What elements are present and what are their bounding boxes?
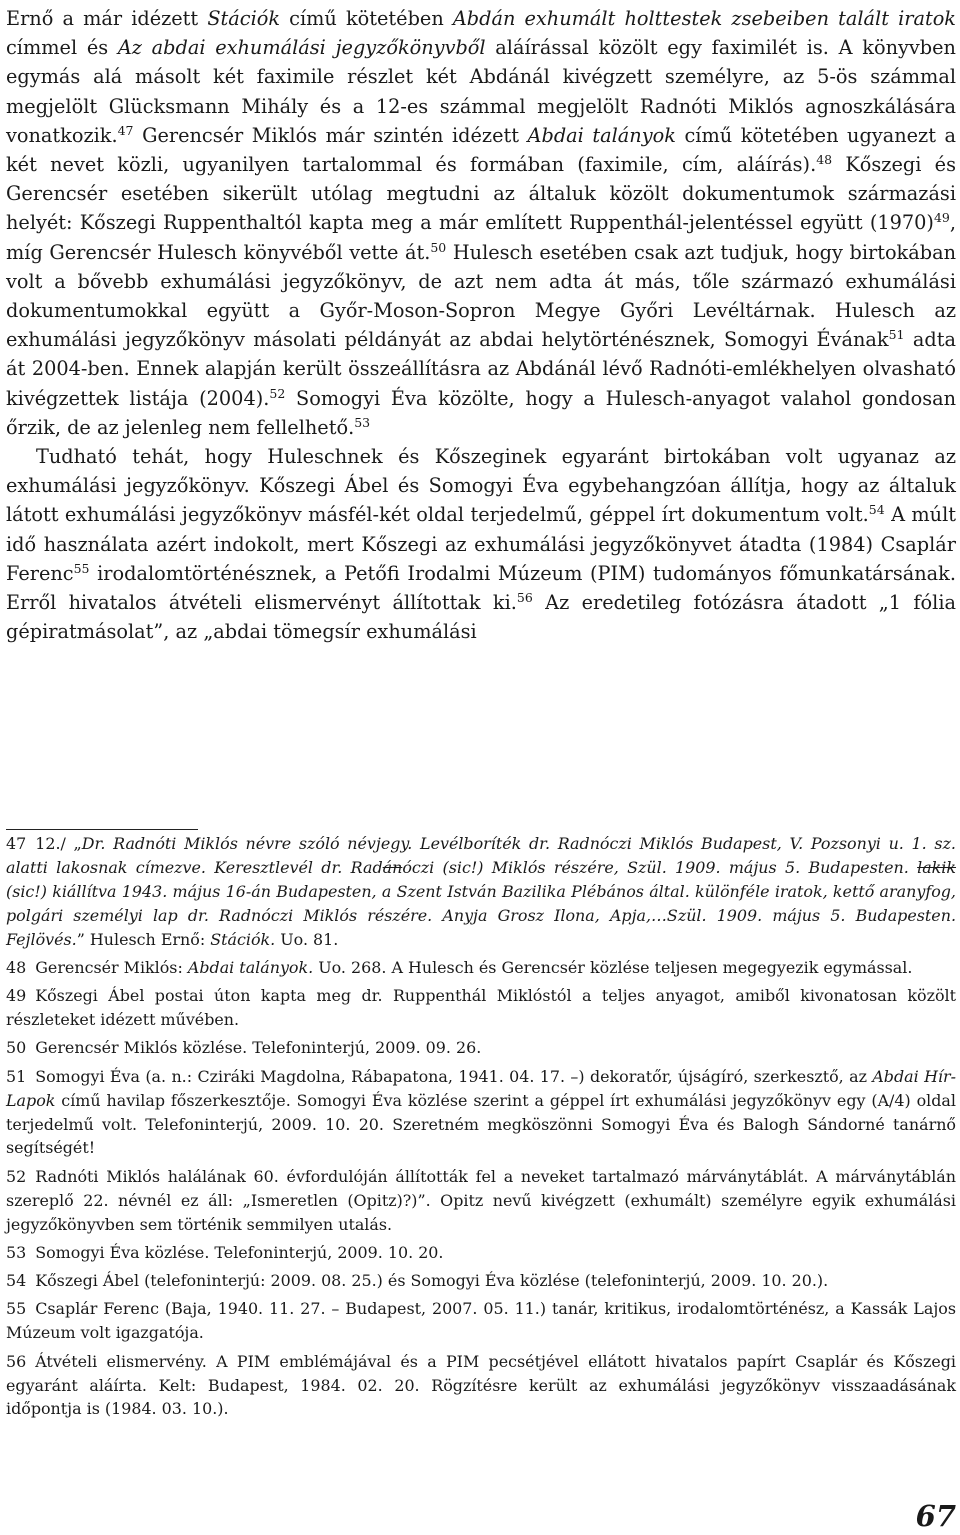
text-run: ” Hulesch Ernő: (76, 929, 211, 949)
text-run: Uo. 81. (275, 929, 339, 949)
text-run: Kőszegi Ábel postai úton kapta meg dr. Ruppenthál Miklóstól a teljes anyagot, amiből kivonatosan közölt részleteket idézett művében. (6, 986, 956, 1030)
text-run: című havilap főszerkesztője. Somogyi Éva közlése szerint a géppel írt exhumálási jegyzőkönyv egy (A/4) oldal terjedelmű volt. Telefoninterjú, 2009. 10. 20. Szeretném megköszönni Somogyi Éva és Balogh Sándorné tanárnő segítségét! (6, 1090, 956, 1158)
footnote-50 (6, 1036, 956, 1060)
footnote-ref: 47 (117, 122, 134, 138)
text-run: Az eredetileg fotózásra átadott „1 fólia gépiratmásolat”, az „abdai tömegsír exhumálási (6, 591, 956, 644)
text-run: Somogyi Éva (a. n.: Cziráki Magdolna, Rábapatona, 1941. 04. 17. –) dekoratőr, újságíró, szerkesztő, az (35, 1066, 873, 1086)
footnote-number: 50 (6, 1038, 27, 1058)
text-run: Átvételi elismervény. A PIM emblémájával és a PIM pecsétjével ellátott hivatalos papírt Csaplár és Kőszegi egyaránt aláírta. Kelt: Budapest, 1984. 02. 20. Rögzítésre került az exhumálási jegyzőkönyv visszaadásának időpontja is (1984. 03. 10.). (6, 1351, 956, 1419)
footnote-49 (6, 984, 956, 1032)
footnote-ref: 55 (73, 560, 90, 576)
struck-text: lakik (917, 857, 957, 877)
footnote-ref: 54 (868, 502, 885, 518)
footnote-ref: 56 (516, 590, 533, 606)
text-run: Gerencsér Miklós közlése. Telefoninterjú, 2009. 09. 26. (35, 1038, 482, 1058)
text-run: Hulesch esetében csak azt tudjuk, hogy birtokában volt a bővebb exhumálási jegyzőkönyv, de azt nem adta át más, tőle származó exhumálási dokumentumokkal együtt a Győr-Moson-Sopron Megye Győri Levéltárnak. Hulesch az exhumálási jegyzőkönyv másolati példányát az abdai helytörténésznek, Somogyi Évának (6, 240, 956, 352)
text-run: Uo. 268. A Hulesch és Gerencsér közlése teljesen megegyezik egymással. (313, 957, 913, 977)
italic-title: Az abdai exhumálási jegyzőkönyvből (117, 36, 486, 60)
text-run: Somogyi Éva közölte, hogy a Hulesch-anyagot valahol gondosan őrzik, de az jelenleg nem fellelhető. (6, 386, 957, 439)
text-run: Gerencsér Miklós már szintén idézett (133, 123, 528, 147)
text-run: Ernő a már idézett (6, 7, 208, 30)
italic-title: Stációk (207, 7, 281, 30)
footnote-number: 53 (6, 1242, 27, 1262)
text-run: címmel és (6, 36, 118, 60)
footnote-number: 48 (6, 957, 27, 977)
footnotes (6, 832, 956, 1426)
text-run: Kőszegi és Gerencsér esetében sikerült utólag megtudni az általuk közölt dokumentumok származási helyét: Kőszegi Ruppenthaltól kapta meg a már említett Ruppenthál-jelentéssel együtt (1970) (6, 153, 956, 235)
footnote-ref: 49 (933, 210, 950, 226)
footnote-55 (6, 1297, 956, 1345)
footnote-53 (6, 1241, 956, 1265)
footnote-54 (6, 1269, 956, 1293)
italic-title: Abdai Hír-Lapok (6, 1066, 956, 1110)
italic-title: Abdán exhumált holttestek zsebeiben talált iratok (452, 7, 956, 30)
footnote-52 (6, 1165, 956, 1237)
page-number: 67 (915, 1499, 956, 1533)
footnote-47 (6, 832, 956, 952)
italic-quote: (sic!) kiállítva 1943. május 16-án Budapesten, a Szent István Bazilika Plébános által. különféle iratok, kettő aranyfog, polgári személyi lap dr. Radnóczi Miklós részére. Anyja Grosz Ilona, Apja,…Szül. 1909. május 5. Budapesten. Fejlövés. (6, 881, 956, 949)
text-run: Somogyi Éva közlése. Telefoninterjú, 2009. 10. 20. (35, 1242, 444, 1262)
text-run: irodalomtörténésznek, a Petőfi Irodalmi Múzeum (PIM) tudományos főmunkatársának. Erről hivatalos átvételi elismervényt állítottak ki. (6, 561, 956, 615)
italic-quote: óczi (sic!) Miklós részére, Szül. 1909. május 5. Budapesten. (402, 857, 918, 877)
footnote-number: 47 (6, 834, 27, 853)
footnote-ref: 50 (430, 239, 447, 255)
text-run: Kőszegi Ábel (telefoninterjú: 2009. 08. 25.) és Somogyi Éva közlése (telefoninterjú, 2009. 10. 20.). (35, 1271, 829, 1291)
text-run: aláírással közölt egy faximilét is. A könyvben egymás alá másolt két faximile részlet két Abdánál kivégzett személyre, az 5-ös számmal megjelölt Glücksmann Mihály és a 12-es számmal megjelölt Radnóti Miklós agnoszkálására vonatkozik. (6, 36, 956, 147)
text-run: , míg Gerencsér Hulesch könyvéből vette át. (6, 211, 956, 264)
text-run: 12./ „ (35, 834, 82, 853)
footnote-number: 55 (6, 1299, 27, 1319)
footnote-ref: 51 (888, 327, 905, 343)
text-run: Radnóti Miklós halálának 60. évfordulóján állították fel a neveket tartalmazó márványtáblát. A márványtáblán szereplő 22. névnél ez áll: „Ismeretlen (Opitz)?)”. Opitz nevű kivégzett (exhumált) személyre egyik exhumálási jegyzőkönyvben sem történik semmilyen utalás. (6, 1166, 956, 1234)
footnote-number: 51 (6, 1066, 27, 1086)
footnote-ref: 53 (354, 414, 371, 430)
text-run: Csaplár Ferenc (Baja, 1940. 11. 27. – Budapest, 2007. 05. 11.) tanár, kritikus, irodalomtörténész, a Kassák Lajos Múzeum volt igazgatója. (6, 1299, 956, 1343)
text-run: adta át 2004-ben. Ennek alapján került összeállításra az Abdánál lévő Radnóti-emlékhelyen olvasható kivégzettek listája (2004). (6, 328, 956, 410)
text-run: című kötetében (280, 7, 453, 30)
italic-title: Abdai talányok (527, 123, 676, 147)
footnote-number: 56 (6, 1351, 27, 1371)
footnote-ref: 48 (816, 152, 833, 168)
paragraph (6, 442, 956, 646)
footnote-48 (6, 956, 956, 980)
text-run: Tudható tehát, hogy Huleschnek és Kőszeginek egyaránt birtokában volt ugyanaz az exhumálási jegyzőkönyv. Kőszegi Ábel és Somogyi Éva egybehangzóan állítja, hogy az általuk látott exhumálási jegyzőkönyv másfél-két oldal terjedelmű, géppel írt dokumentum volt. (6, 445, 956, 527)
struck-text: án (382, 857, 403, 877)
footnote-number: 54 (6, 1271, 27, 1291)
footnote-51 (6, 1065, 956, 1161)
footnote-separator (6, 829, 198, 830)
footnote-ref: 52 (269, 385, 286, 401)
main-text (6, 4, 956, 646)
footnote-number: 49 (6, 986, 27, 1006)
footnote-56 (6, 1350, 956, 1422)
footnote-number: 52 (6, 1166, 27, 1186)
text-run: című kötetében ugyanezt a két nevet közli, ugyanilyen tartalommal és formában (faximile, cím, aláírás). (6, 123, 956, 177)
italic-quote: Dr. Radnóti Miklós névre szóló névjegy. Levélboríték dr. Radnóczi Miklós Budapest, V. Pozsonyi u. 1. sz. alatti lakosnak címezve. Keresztlevél dr. Rad (6, 834, 956, 877)
italic-title: Stációk. (210, 929, 276, 949)
italic-title: Abdai talányok. (187, 957, 314, 977)
text-run: A múlt idő használata azért indokolt, mert Kőszegi az exhumálási jegyzőkönyvet átadta (1984) Csaplár Ferenc (6, 503, 956, 585)
text-run: Gerencsér Miklós: (35, 957, 188, 977)
paragraph (6, 4, 956, 442)
